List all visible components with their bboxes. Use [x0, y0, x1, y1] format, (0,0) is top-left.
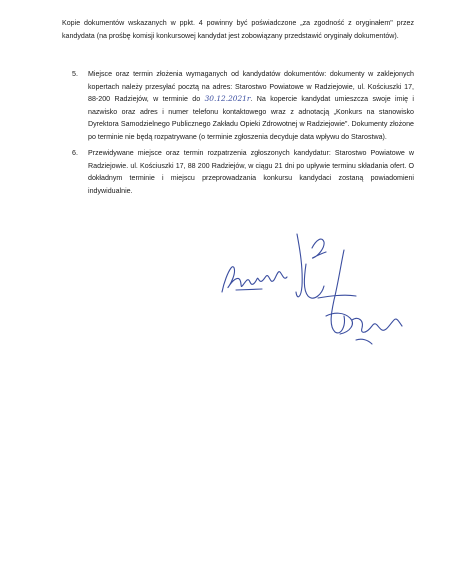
handwritten-date: 30.12.2021r: [204, 94, 251, 104]
signature-stroke: [352, 318, 402, 332]
signature-stroke: [236, 289, 262, 290]
signature-stroke: [326, 313, 352, 334]
signature-stroke: [304, 264, 324, 298]
signature-stroke: [222, 267, 287, 292]
item-text: Przewidywane miejsce oraz termin rozpatrzenia zgłoszonych kandydatur: Starostwo Powiatowe w Radziejowie. ul. Kościuszki 17, 88 200 Radziejów, w ciągu 21 dni po upływie terminu składania ofert. O dokładnym terminie i miejscu przeprowadzania konkursu kandydaci zostaną powiadomieni indywidualnie.: [88, 149, 414, 195]
item-number: 5.: [72, 70, 78, 78]
intro-paragraph: Kopie dokumentów wskazanych w ppkt. 4 powinny być poświadczone „za zgodność z oryginałem" przez kandydata (na prośbę komisji konkursowej kandydat jest zobowiązany przedstawić oryginały dokumentów).: [62, 19, 414, 40]
item-number: 6.: [72, 149, 78, 157]
item-text-continued: . Na kopercie kandydat umieszcza swoje imię i nazwisko oraz adres i numer telefonu kontaktowego wraz z adnotacją „Konkurs na stanowisko Dyrektora Samodzielnego Publicznego Zakładu Opieki Zdrowotnej w Radziejowie". Dokumenty złożone po terminie nie będą rozpatrywane (o terminie zgłoszenia decyduje data wpływu do Starostwa).: [88, 95, 414, 141]
signature-stroke: [356, 339, 372, 344]
signature-stroke: [331, 250, 344, 333]
signature-stroke: [312, 239, 326, 258]
signature-stroke: [318, 295, 356, 298]
signature-stroke: [296, 234, 302, 297]
item-text: Miejsce oraz termin złożenia wymaganych od kandydatów dokumentów: dokumenty w zaklejonych kopertach należy przesyłać pocztą na adres: Starostwo Powiatowe w Radziejowie, ul. Kościuszki 17, 88-200 Radziejów, w terminie do: [88, 70, 414, 104]
